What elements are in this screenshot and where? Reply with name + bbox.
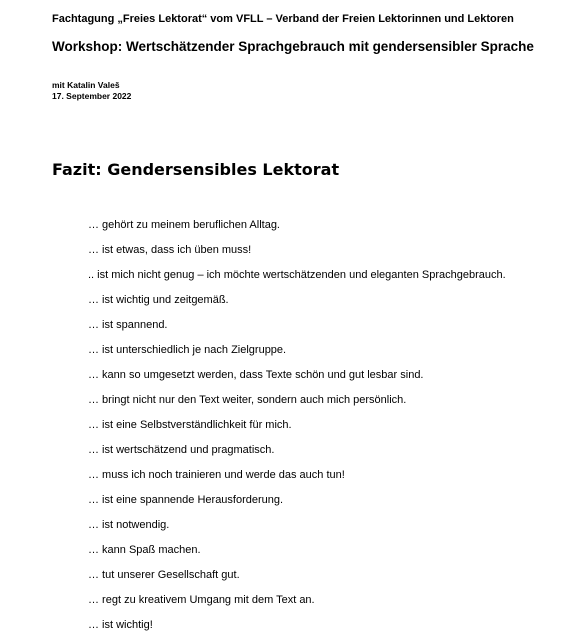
statement-item: … kann Spaß machen. (88, 544, 201, 556)
workshop-title: Workshop: Wertschätzender Sprachgebrauch mit gendersensibler Sprache (52, 39, 534, 54)
statement-item: … ist wichtig! (88, 619, 153, 631)
statement-item: … ist spannend. (88, 319, 168, 331)
statement-item: … muss ich noch trainieren und werde das auch tun! (88, 469, 345, 481)
statement-item: … ist eine Selbstverständlichkeit für mich. (88, 419, 292, 431)
statement-list (88, 217, 506, 642)
statement-item: .. ist mich nicht genug – ich möchte wertschätzenden und eleganten Sprachgebrauch. (88, 269, 506, 281)
date-line: 17. September 2022 (52, 91, 132, 101)
presenter-line: mit Katalin Valeš (52, 80, 120, 90)
statement-item: … gehört zu meinem beruflichen Alltag. (88, 219, 280, 231)
statement-item: … regt zu kreativem Umgang mit dem Text an. (88, 594, 315, 606)
statement-item: … tut unserer Gesellschaft gut. (88, 569, 240, 581)
section-title: Fazit: Gendersensibles Lektorat (52, 160, 340, 179)
statement-item: … ist wertschätzend und pragmatisch. (88, 444, 275, 456)
conference-line: Fachtagung „Freies Lektorat“ vom VFLL – Verband der Freien Lektorinnen und Lektoren (52, 13, 514, 25)
statement-item: … ist unterschiedlich je nach Zielgruppe. (88, 344, 287, 356)
statement-item: … bringt nicht nur den Text weiter, sondern auch mich persönlich. (88, 394, 407, 406)
statement-item: … ist eine spannende Herausforderung. (88, 494, 284, 506)
statement-item: … kann so umgesetzt werden, dass Texte schön und gut lesbar sind. (88, 369, 424, 381)
statement-item: … ist notwendig. (88, 519, 170, 531)
statement-item: … ist wichtig und zeitgemäß. (88, 294, 229, 306)
statement-item: … ist etwas, dass ich üben muss! (88, 244, 252, 256)
